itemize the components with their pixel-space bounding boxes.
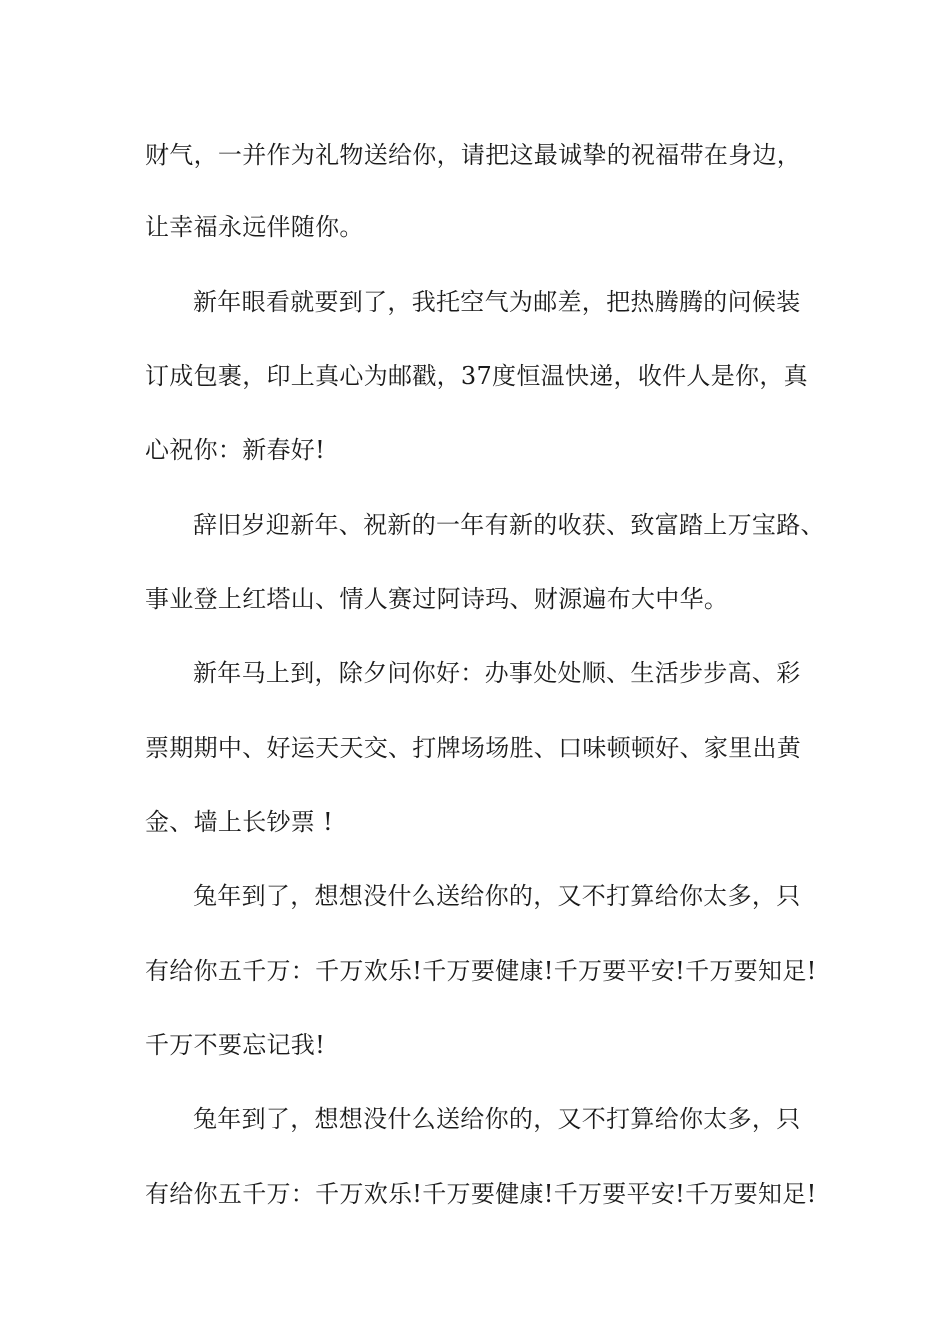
text-line-3: 新年眼看就要到了，我托空气为邮差，把热腾腾的问候装 <box>193 288 801 316</box>
text-line-14: 兔年到了，想想没什么送给你的，又不打算给你太多，只 <box>193 1105 801 1133</box>
text-line-11: 兔年到了，想想没什么送给你的，又不打算给你太多，只 <box>193 882 801 910</box>
text-line-7: 事业登上红塔山、情人赛过阿诗玛、财源遍布大中华。 <box>145 585 729 613</box>
text-line-1: 财气，一并作为礼物送给你，请把这最诚挚的祝福带在身边， <box>145 141 802 169</box>
text-line-6: 辞旧岁迎新年、祝新的一年有新的收获、致富踏上万宝路、 <box>193 511 825 539</box>
text-line-5: 心祝你：新春好! <box>145 436 326 464</box>
text-line-8: 新年马上到，除夕问你好：办事处处顺、生活步步高、彩 <box>193 659 801 687</box>
text-line-2: 让幸福永远伴随你。 <box>145 213 364 241</box>
text-line-9: 票期期中、好运天天交、打牌场场胜、口味顿顿好、家里出黄 <box>145 734 802 762</box>
text-line-13: 千万不要忘记我! <box>145 1031 326 1059</box>
text-line-4: 订成包裹，印上真心为邮戳，37度恒温快递，收件人是你，真 <box>145 362 808 390</box>
text-line-15: 有给你五千万：千万欢乐!千万要健康!千万要平安!千万要知足! <box>145 1180 817 1208</box>
text-line-12: 有给你五千万：千万欢乐!千万要健康!千万要平安!千万要知足! <box>145 957 817 985</box>
text-line-10: 金、墙上长钞票 ! <box>145 808 333 836</box>
